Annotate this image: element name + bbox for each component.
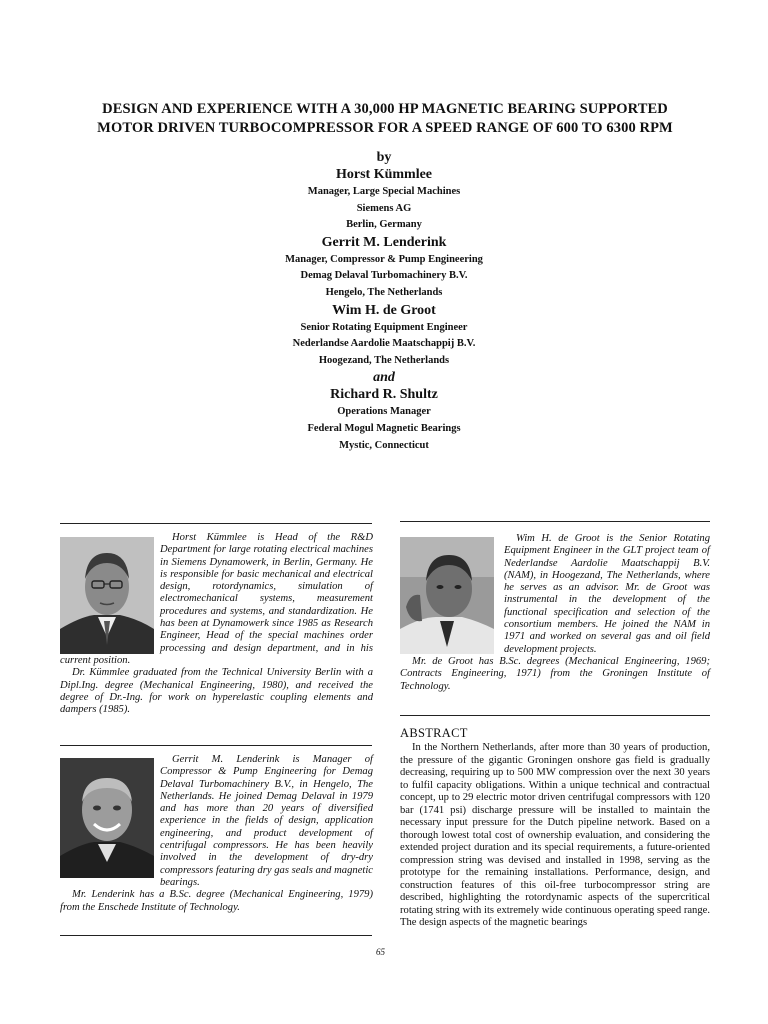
author-affiliation: Mystic, Connecticut [339, 439, 429, 451]
author-block [184, 149, 584, 454]
bio-paragraph: Dr. Kümmlee graduated from the Technical University Berlin with a Dipl.Ing. degree (Mechanical Engineering, 1980), and received the degree of Dr.-Ing. for work on hyperelastic coupling elements and dampers (1985). [60, 667, 373, 716]
author-affiliation: Senior Rotating Equipment Engineer [300, 321, 468, 333]
bio-paragraph: Wim H. de Groot is the Senior Rotating Equipment Engineer in the GLT project team of Nederlandse Aardolie Maatschappij B.V. (NAM), in Hoogezand, The Netherlands, where he serves as an advisor. Mr. de Groot was instrumental in the development of the functional specification and selection of the consortium members. He joined the NAM in 1971 and worked on several gas and oil field development projects. [504, 533, 710, 655]
author-affiliation: Siemens AG [356, 202, 412, 214]
author-affiliation: Berlin, Germany [346, 219, 422, 231]
divider [60, 523, 372, 524]
author-affiliation: Hengelo, The Netherlands [325, 286, 443, 298]
author-affiliation: Demag Delaval Turbomachinery B.V. [300, 270, 468, 282]
page-number: 65 [376, 947, 385, 957]
bio-paragraph: Mr. Lenderink has a B.Sc. degree (Mechanical Engineering, 1979) from the Enschede Institute of Technology. [60, 889, 373, 913]
author-affiliation: Nederlandse Aardolie Maatschappij B.V. [292, 338, 476, 350]
bio-paragraph: Horst Kümmlee is Head of the R&D Department for large rotating electrical machines in Siemens Dynamowerk, in Berlin, Germany. He is responsible for basic mechanical and electrical design, rotordynamics, simulation of electromechanical systems, measurement procedures and systems, and standardization. He has been at Dynamowerk since 1985 as Research Engineer, Head of the special machines order processing and design department, and in his current position. [60, 532, 373, 666]
author-affiliation: Federal Mogul Magnetic Bearings [307, 422, 461, 434]
divider [60, 935, 372, 936]
bio-paragraph: Mr. de Groot has B.Sc. degrees (Mechanical Engineering, 1969; Contracts Engineering, 1971) from the Groningen Institute of Technology. [400, 655, 710, 692]
paper-title [40, 100, 730, 138]
by-label: by [376, 150, 392, 165]
bio-degroot [400, 533, 710, 693]
and-label: and [373, 370, 395, 386]
photo-spacer [60, 532, 160, 654]
author-name: Richard R. Shultz [330, 387, 438, 403]
author-affiliation: Manager, Large Special Machines [307, 186, 461, 197]
bio-lenderink [60, 754, 373, 914]
author-name: Horst Kümmlee [335, 167, 433, 182]
author-affiliation: Hoogezand, The Netherlands [318, 354, 450, 366]
title-line-2: MOTOR DRIVEN TURBOCOMPRESSOR FOR A SPEED RANGE OF 600 TO 6300 RPM [97, 120, 673, 136]
author-affiliation: Operations Manager [337, 406, 431, 418]
abstract-heading: ABSTRACT [400, 726, 468, 740]
author-affiliation: Manager, Compressor & Pump Engineering [285, 253, 483, 265]
title-line-1: DESIGN AND EXPERIENCE WITH A 30,000 HP MAGNETIC BEARING SUPPORTED [102, 101, 668, 117]
author-name: Wim H. de Groot [332, 302, 436, 318]
author-name: Gerrit M. Lenderink [321, 234, 447, 250]
bio-paragraph: Gerrit M. Lenderink is Manager of Compressor & Pump Engineering for Demag Delaval Turbomachinery B.V., in Hengelo, The Netherlands. He joined Demag Delaval in 1979 and has more than 20 years of diversified experience in the fields of design, application engineering, and product development of centrifugal compressors. He has been heavily involved in the development of dry-dry compressors featuring dry gas seals and magnetic bearings. [160, 754, 373, 888]
divider [400, 715, 710, 716]
divider [400, 521, 710, 522]
photo-spacer [60, 754, 160, 878]
bio-kummlee [60, 532, 373, 716]
photo-spacer [400, 533, 504, 655]
divider [60, 745, 372, 746]
abstract-text: In the Northern Netherlands, after more than 30 years of production, the pressure of the gigantic Groningen onshore gas field is gradually decreasing, requiring up to 500 MW compression over the next 30 years to fulfil capacity obligations. Within a unique technical and contractual concept, up to 29 electric motor driven centrifugal compressors with 120 bar (1741 psi) discharge pressure will be installed to maintain the necessary input pressure for the Dutch pipeline network. Based on a thorough lowest total cost of ownership evaluation, and considering the extended project duration and its special requirements, a future-oriented compression string was devised and installed in 1998, serving as the prototype for the remaining installations. Performance, design, and construction features of this oil-free turbocompressor string are described, highlighting the rotordynamic aspects of the supercritical rotating string with its extremely wide continuous operating speed range. The design aspects of the magnetic bearings [400, 742, 710, 928]
